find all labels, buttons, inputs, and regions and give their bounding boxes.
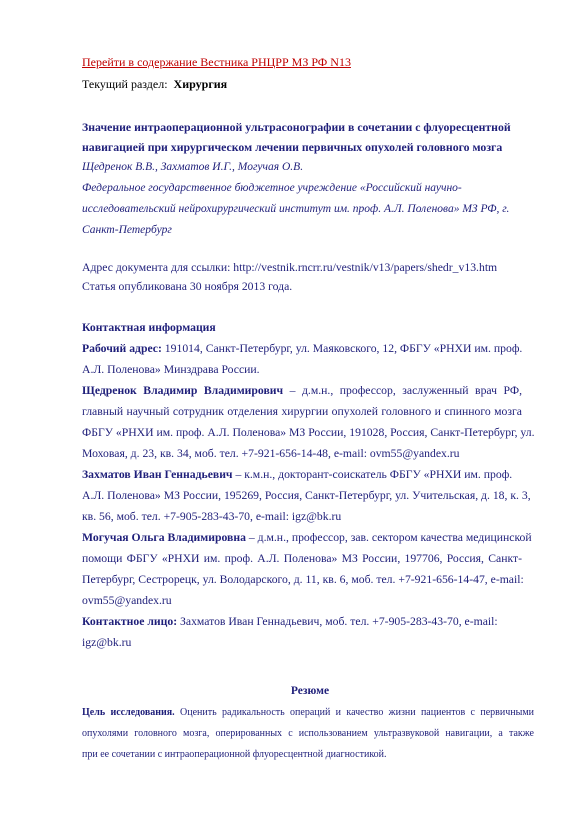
abstract-body (82, 702, 534, 765)
abstract-heading: Резюме (290, 685, 330, 697)
document-address (82, 258, 522, 296)
person3-line: Петербург, Сестрорецк, ул. Володарского, д. 11, кв. 6, моб. тел. +7-921-656-14-47, e-mail: (82, 573, 524, 586)
goal-line: при ее сочетании с интраоперационной флуоресцентной диагностикой. (82, 749, 387, 760)
person3-first-line (82, 527, 532, 548)
work-address-label: Рабочий адрес: (82, 342, 162, 355)
person1-text: – д.м.н., профессор, заслуженный врач РФ, (283, 384, 522, 397)
article-title (82, 117, 522, 157)
authors-affiliation (82, 157, 522, 241)
person2-first-line (82, 464, 522, 485)
affiliation-line: исследовательский нейрохирургический институт им. проф. А.Л. Поленова» МЗ РФ, г. (82, 203, 510, 215)
person2-name: Захматов Иван Геннадьевич (82, 468, 233, 481)
person1-name: Щедренок Владимир Владимирович (82, 384, 284, 397)
person2-line: кв. 56, моб. тел. +7-905-283-43-70, e-mail: igz@bk.ru (82, 510, 342, 523)
title-line: Значение интраоперационной ультрасонографии в сочетании с флуоресцентной (82, 120, 511, 134)
address-line: Адрес документа для ссылки: http://vestnik.rncrr.ru/vestnik/v13/papers/shedr_v13.htm (82, 261, 498, 274)
affiliation-line: Федеральное государственное бюджетное учреждение «Российский научно- (82, 182, 462, 194)
contact-info (82, 317, 535, 653)
goal-label: Цель исследования. (82, 707, 175, 718)
person1-line: Моховая, д. 23, кв. 34, моб. тел. +7-921-656-14-48, e-mail: ovm55@yandex.ru (82, 447, 460, 460)
affiliation-line: Санкт-Петербург (82, 224, 172, 236)
contact-heading: Контактная информация (82, 321, 216, 334)
person2-text: – к.м.н., докторант-соискатель ФБГУ «РНХИ им. проф. (232, 468, 513, 481)
goal-line: опухолями головного мозга, оперированных с использованием ультразвуковой навигации, а также (82, 728, 534, 739)
person1-first-line (82, 380, 522, 401)
section-prefix: Текущий раздел: (82, 77, 168, 91)
title-line: навигацией при хирургическом лечении первичных опухолей головного мозга (82, 140, 503, 154)
person1-line: главный научный сотрудник отделения хирургии опухолей головного и спинного мозга (82, 405, 522, 418)
person2-line: А.Л. Поленова» МЗ России, 195269, Россия, Санкт-Петербург, ул. Учительская, д. 18, к. 3, (82, 489, 531, 502)
authors: Щедренок В.В., Захматов И.Г., Могучая О.В. (82, 161, 304, 173)
published-line: Статья опубликована 30 ноября 2013 года. (82, 280, 293, 293)
section-name: Хирургия (173, 77, 228, 91)
journal-contents-link[interactable]: Перейти в содержание Вестника РНЦРР МЗ РФ N13 (82, 55, 351, 69)
person3-text: – д.м.н., профессор, зав. сектором качества медицинской (245, 531, 532, 544)
work-address-text: 191014, Санкт-Петербург, ул. Маяковского, 12, ФБГУ «РНХИ им. проф. (161, 342, 523, 355)
contact-person-label: Контактное лицо: (82, 615, 178, 628)
person3-line: помощи ФБГУ «РНХИ им. проф. А.Л. Поленова» МЗ России, 197706, Россия, Санкт- (82, 552, 522, 565)
person3-line: ovm55@yandex.ru (82, 594, 172, 607)
contact-person-line (82, 611, 522, 632)
person1-line: ФБГУ «РНХИ им. проф. А.Л. Поленова» МЗ России, 191028, Россия, Санкт-Петербург, ул. (82, 426, 535, 439)
work-address (82, 338, 522, 359)
current-section (82, 76, 522, 92)
contact-person-text: Захматов Иван Геннадьевич, моб. тел. +7-905-283-43-70, e-mail: (177, 615, 498, 628)
person3-name: Могучая Ольга Владимировна (82, 531, 246, 544)
work-address-cont: А.Л. Поленова» Минздрава России. (82, 363, 260, 376)
contact-person-line: igz@bk.ru (82, 636, 132, 649)
goal-first-line (82, 702, 534, 723)
header-block (82, 54, 522, 70)
goal-text: Оценить радикальность операций и качество жизни пациентов с первичными (174, 707, 534, 718)
